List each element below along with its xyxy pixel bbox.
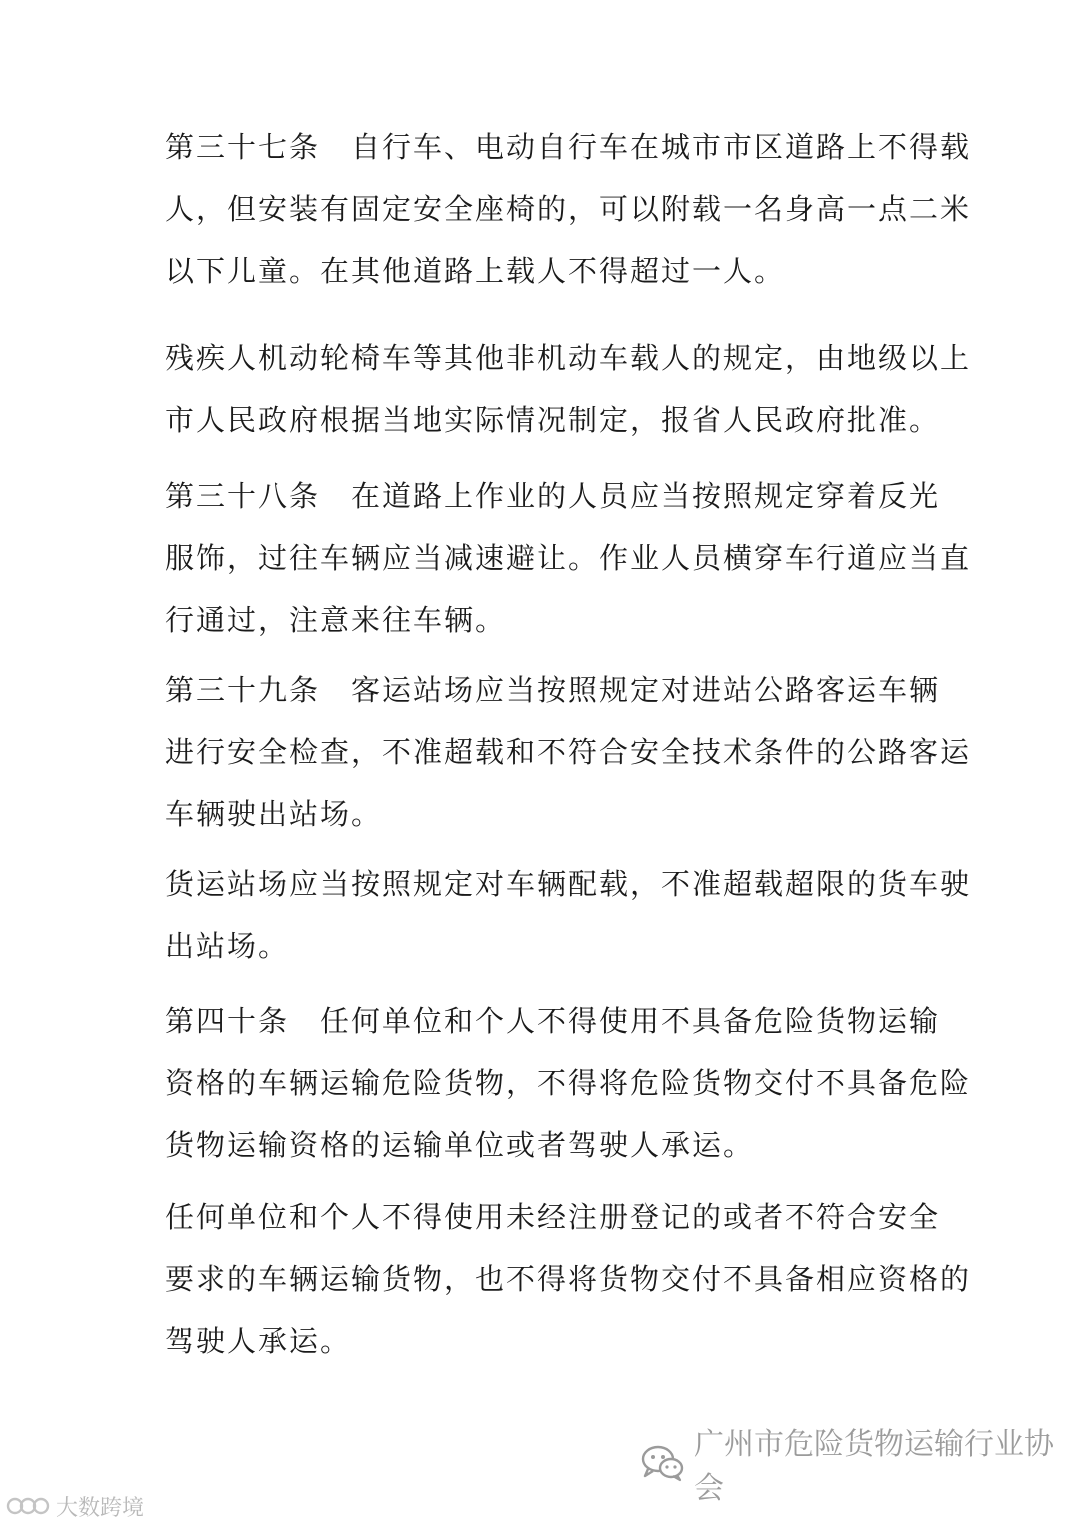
article-37-paragraph-2 [165, 327, 972, 451]
article-39b-line-2: 出站场。 [165, 929, 290, 963]
wechat-account-name: 广州市危险货物运输行业协会 [694, 1427, 1054, 1506]
article-40b-line-2: 要求的车辆运输货物，也不得将货物交付不具备相应资格的 [165, 1262, 972, 1296]
article-40-line-2: 资格的车辆运输危险货物，不得将危险货物交付不具备危险 [165, 1066, 972, 1100]
wechat-icon [640, 1443, 686, 1483]
article-37b-line-1: 残疾人机动轮椅车等其他非机动车载人的规定，由地级以上 [165, 341, 972, 375]
article-40b-line-1: 任何单位和个人不得使用未经注册登记的或者不符合安全 [165, 1200, 941, 1234]
article-37 [165, 116, 972, 302]
article-38 [165, 465, 972, 651]
article-40b-line-3: 驾驶人承运。 [165, 1324, 352, 1358]
article-37b-line-2: 市人民政府根据当地实际情况制定，报省人民政府批准。 [165, 403, 941, 437]
article-39-line-2: 进行安全检查，不准超载和不符合安全技术条件的公路客运 [165, 735, 972, 769]
article-39 [165, 659, 972, 845]
article-40-line-3: 货物运输资格的运输单位或者驾驶人承运。 [165, 1128, 755, 1162]
article-40-paragraph-2 [165, 1186, 972, 1372]
brand-name: 大数跨境 [56, 1495, 145, 1521]
article-39b-line-1: 货运站场应当按照规定对车辆配载，不准超载超限的货车驶 [165, 867, 972, 901]
brand-logo-icon [6, 1493, 50, 1519]
article-37-line-2: 人，但安装有固定安全座椅的，可以附载一名身高一点二米 [165, 192, 972, 226]
article-39-line-1: 第三十九条 客运站场应当按照规定对进站公路客运车辆 [165, 673, 941, 707]
article-40-line-1: 第四十条 任何单位和个人不得使用不具备危险货物运输 [165, 1004, 941, 1038]
article-38-line-1: 第三十八条 在道路上作业的人员应当按照规定穿着反光 [165, 479, 941, 513]
article-39-paragraph-2 [165, 853, 972, 977]
article-38-line-2: 服饰，过往车辆应当减速避让。作业人员横穿车行道应当直 [165, 541, 972, 575]
wechat-account-watermark [640, 1427, 1080, 1506]
article-37-line-3: 以下儿童。在其他道路上载人不得超过一人。 [165, 254, 786, 288]
article-37-line-1: 第三十七条 自行车、电动自行车在城市市区道路上不得载 [165, 130, 972, 164]
article-39-line-3: 车辆驶出站场。 [165, 797, 383, 831]
brand-watermark [6, 1488, 144, 1524]
article-40 [165, 990, 972, 1176]
article-38-line-3: 行通过，注意来往车辆。 [165, 603, 507, 637]
